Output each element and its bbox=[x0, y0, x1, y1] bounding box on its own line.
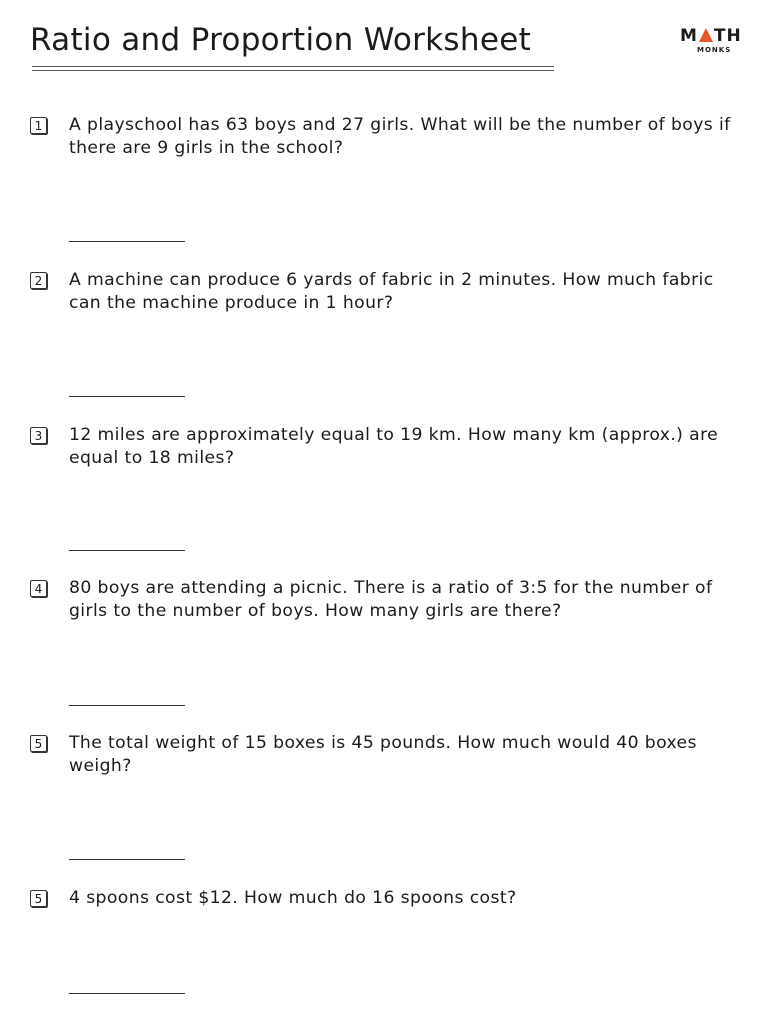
question-text: The total weight of 15 boxes is 45 pounds. How much would 40 boxes weigh? bbox=[69, 733, 697, 776]
logo-wordmark bbox=[680, 28, 742, 45]
answer-line-6[interactable] bbox=[69, 993, 185, 994]
answer-line-5[interactable] bbox=[69, 859, 185, 860]
logo-subtitle: MONKS bbox=[697, 46, 732, 54]
question-number: 2 bbox=[30, 272, 47, 289]
title-rule-bottom bbox=[32, 70, 554, 71]
question-number: 1 bbox=[30, 117, 47, 134]
math-monks-logo bbox=[680, 28, 740, 56]
answer-line-4[interactable] bbox=[69, 705, 185, 706]
question-text: 80 boys are attending a picnic. There is a ratio of 3:5 for the number of girls to the number of boys. How many girls are there? bbox=[69, 578, 713, 621]
question-text: A playschool has 63 boys and 27 girls. What will be the number of boys if there are 9 girls in the school? bbox=[69, 115, 731, 158]
logo-word-left: M bbox=[680, 26, 698, 46]
question-text: A machine can produce 6 yards of fabric in 2 minutes. How much fabric can the machine produce in 1 hour? bbox=[69, 270, 714, 313]
logo-word-right: TH bbox=[713, 26, 742, 46]
page-title: Ratio and Proportion Worksheet bbox=[30, 22, 532, 58]
answer-line-2[interactable] bbox=[69, 396, 185, 397]
triangle-icon bbox=[699, 28, 713, 42]
question-number: 5 bbox=[30, 735, 47, 752]
question-text: 12 miles are approximately equal to 19 km. How many km (approx.) are equal to 18 miles? bbox=[69, 425, 719, 468]
question-text: 4 spoons cost $12. How much do 16 spoons cost? bbox=[69, 888, 517, 908]
question-number: 4 bbox=[30, 580, 47, 597]
question-number: 3 bbox=[30, 427, 47, 444]
answer-line-3[interactable] bbox=[69, 550, 185, 551]
answer-line-1[interactable] bbox=[69, 241, 185, 242]
title-rule-top bbox=[32, 66, 554, 67]
question-number: 5 bbox=[30, 890, 47, 907]
